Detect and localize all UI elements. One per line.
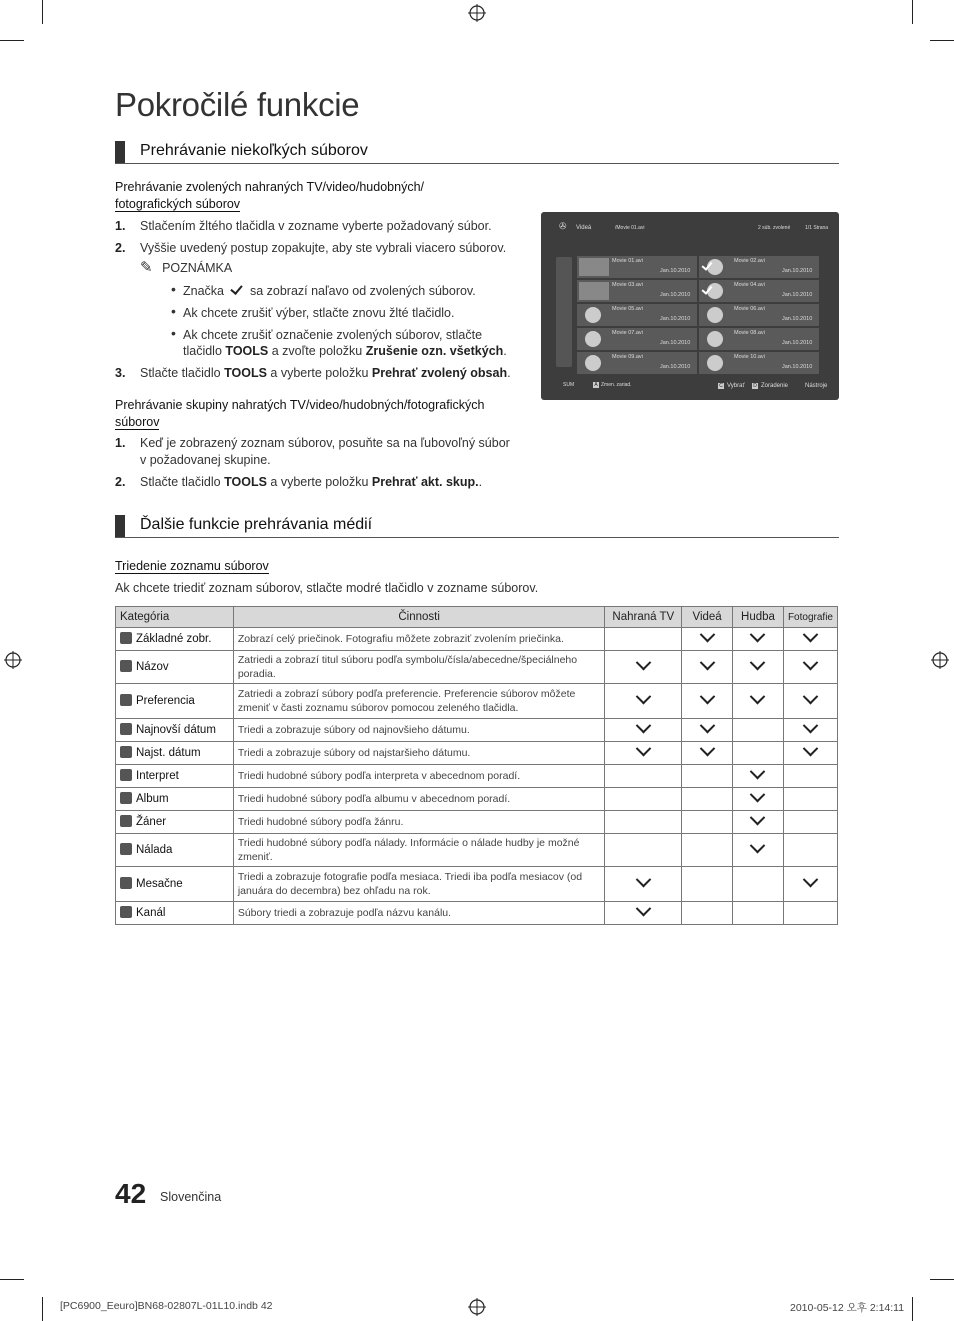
category-cell — [116, 788, 234, 811]
tv-footer-change: Zmen. zariad. — [601, 382, 632, 388]
tv-file-date: Jan.10.2010 — [660, 340, 691, 346]
table-header: Nahraná TV — [605, 607, 682, 628]
category-cell — [116, 811, 234, 834]
tv-file-item — [699, 280, 819, 302]
support-cell — [682, 867, 733, 902]
chevron-check-icon — [699, 740, 715, 756]
table-header: Hudba — [733, 607, 784, 628]
support-cell — [733, 742, 784, 765]
step — [115, 240, 515, 257]
support-cell — [783, 867, 837, 902]
support-cell — [733, 834, 784, 867]
print-timestamp: 2010-05-12 오후 2:14:11 — [790, 1302, 905, 1314]
section-bar — [115, 141, 125, 163]
category-label: Základné zobr. — [136, 633, 212, 645]
category-label: Najst. dátum — [136, 747, 201, 759]
category-label: Kanál — [136, 907, 166, 919]
chevron-check-icon — [699, 654, 715, 670]
category-icon — [120, 746, 132, 758]
chevron-check-icon — [750, 654, 766, 670]
table-row — [116, 742, 838, 765]
crop-mark — [930, 1279, 954, 1280]
support-cell — [605, 742, 682, 765]
action-cell: Triedi a zobrazuje súbory od najnovšieho dátumu. — [233, 719, 605, 742]
subheading-line: Prehrávanie skupiny nahratých TV/video/hudobných/fotografických — [115, 398, 485, 412]
tv-screenshot — [541, 212, 839, 400]
section-heading-text: Prehrávanie niekoľkých súborov — [140, 142, 368, 159]
section-heading — [115, 141, 839, 164]
tv-button-c: C — [719, 383, 723, 389]
category-label: Interpret — [136, 770, 179, 782]
checkmark-icon — [231, 282, 243, 295]
category-cell — [116, 742, 234, 765]
category-icon — [120, 815, 132, 827]
action-cell: Triedi a zobrazuje súbory od najstaršieho dátumu. — [233, 742, 605, 765]
support-cell — [783, 651, 837, 684]
step-text: Vyššie uvedený postup zopakujte, aby ste vybrali viacero súborov. — [140, 241, 507, 255]
support-cell — [682, 765, 733, 788]
section-heading-text: Ďalšie funkcie prehrávania médií — [140, 516, 373, 533]
support-cell — [605, 719, 682, 742]
category-icon — [120, 877, 132, 889]
category-label: Názov — [136, 661, 169, 673]
category-icon — [120, 632, 132, 644]
category-label: Žáner — [136, 816, 167, 828]
support-cell — [733, 867, 784, 902]
film-reel-icon — [585, 331, 601, 347]
chevron-check-icon — [803, 717, 819, 733]
subheading-line: fotografických súborov — [115, 197, 241, 211]
page-title: Pokročilé funkcie — [115, 86, 360, 123]
chevron-check-icon — [803, 626, 819, 642]
registration-mark-icon — [4, 651, 22, 669]
support-cell — [733, 902, 784, 925]
tv-file-item — [577, 328, 697, 350]
tools-keyword: TOOLS — [224, 475, 267, 489]
chevron-check-icon — [750, 809, 766, 825]
category-icon — [120, 723, 132, 735]
table-row — [116, 684, 838, 719]
tv-header-label: Videá — [576, 225, 592, 231]
category-cell — [116, 867, 234, 902]
support-cell — [605, 651, 682, 684]
action-cell: Zatriedi a zobrazí titul súboru podľa symbolu/čísla/abecedne/špeciálneho poradia. — [233, 651, 605, 684]
tv-file-date: Jan.10.2010 — [660, 364, 691, 370]
category-cell — [116, 834, 234, 867]
support-cell — [733, 788, 784, 811]
bullet-dot-icon: • — [171, 325, 176, 341]
support-cell — [733, 628, 784, 651]
tv-footer — [555, 380, 835, 392]
support-cell — [783, 628, 837, 651]
tv-file-item — [699, 328, 819, 350]
category-label: Album — [136, 793, 169, 805]
note-label: POZNÁMKA — [162, 261, 233, 275]
support-cell — [682, 788, 733, 811]
step-text: a vyberte položku — [270, 366, 369, 380]
support-cell — [682, 834, 733, 867]
tv-file-date: Jan.10.2010 — [782, 364, 813, 370]
print-file-info: [PC6900_Eeuro]BN68-02807L-01L10.indb 42 — [60, 1300, 273, 1312]
tv-button-d: D — [753, 383, 757, 389]
bullet-text: sa zobrazí naľavo od zvolených súborov. — [249, 284, 476, 298]
tv-file-name: Movie 03.avi — [612, 282, 643, 288]
action-cell: Triedi a zobrazuje fotografie podľa mesiaca. Triedi iba podľa mesiacov (od januára do decembra) bez ohľadu na rok. — [233, 867, 605, 902]
chevron-check-icon — [750, 763, 766, 779]
category-cell — [116, 719, 234, 742]
tools-keyword: TOOLS — [225, 344, 269, 358]
tv-page-indicator: 1/1 Strana — [805, 225, 829, 231]
tv-file-name: Movie 06.avi — [734, 306, 765, 312]
tv-file-item — [577, 280, 697, 302]
table-row — [116, 811, 838, 834]
step-text: Stlačením žltého tlačidla v zozname vyberte požadovaný súbor. — [140, 219, 492, 233]
menu-option: Prehrať zvolený obsah — [371, 366, 508, 380]
film-reel-icon — [585, 355, 601, 371]
support-cell — [605, 765, 682, 788]
film-reel-icon — [707, 307, 723, 323]
subheading-line: súborov — [115, 415, 160, 429]
category-cell — [116, 628, 234, 651]
category-cell — [116, 902, 234, 925]
step-text: a vyberte položku — [270, 475, 369, 489]
tv-file-item — [699, 304, 819, 326]
category-label: Preferencia — [136, 695, 195, 707]
step-number: 2. — [115, 475, 126, 489]
table-row — [116, 834, 838, 867]
support-cell — [605, 684, 682, 719]
category-cell — [116, 684, 234, 719]
tv-button-a: A — [594, 382, 598, 388]
tv-file-name: Movie 08.avi — [734, 330, 765, 336]
support-cell — [682, 684, 733, 719]
chevron-check-icon — [803, 688, 819, 704]
tv-file-name: Movie 07.avi — [612, 330, 643, 336]
category-icon — [120, 769, 132, 781]
table-header: Činnosti — [233, 607, 605, 628]
support-cell — [783, 788, 837, 811]
tv-file-item — [699, 352, 819, 374]
table-header: Kategória — [116, 607, 234, 628]
chevron-check-icon — [636, 871, 652, 887]
crop-mark — [930, 40, 954, 41]
subheading — [115, 558, 269, 575]
category-icon — [120, 660, 132, 672]
category-cell — [116, 765, 234, 788]
bullet-text: Značka — [183, 284, 224, 298]
step-number: 2. — [115, 241, 126, 255]
chevron-check-icon — [636, 717, 652, 733]
table-row — [116, 788, 838, 811]
crop-mark — [42, 1297, 43, 1321]
step: 3. Stlačte tlačidlo TOOLS a vyberte položku Prehrať zvolený obsah. — [115, 366, 511, 380]
step-text: Stlačte tlačidlo — [140, 475, 221, 489]
crop-mark — [912, 0, 913, 24]
support-cell — [783, 742, 837, 765]
section-heading — [115, 515, 839, 538]
subheading — [115, 179, 424, 213]
bullet-dot-icon: • — [171, 303, 176, 319]
crop-mark — [42, 0, 43, 24]
chevron-check-icon — [750, 786, 766, 802]
tv-header-path: /Movie 01.avi — [615, 225, 645, 231]
support-cell — [783, 765, 837, 788]
support-cell — [605, 867, 682, 902]
support-cell — [783, 811, 837, 834]
step-text: Stlačte tlačidlo — [140, 366, 221, 380]
table-header: Videá — [682, 607, 733, 628]
table-row — [116, 628, 838, 651]
note-bullet: • Ak chcete zrušiť označenie zvolených súborov, stlačte tlačidlo TOOLS a zvoľte položku Zrušenie ozn. všetkých. — [171, 325, 507, 358]
tv-file-date: Jan.10.2010 — [782, 340, 813, 346]
category-label: Najnovší dátum — [136, 724, 216, 736]
tv-file-name: Movie 05.avi — [612, 306, 643, 312]
support-cell — [733, 811, 784, 834]
step — [115, 218, 515, 235]
tv-file-date: Jan.10.2010 — [660, 268, 691, 274]
sort-table — [115, 606, 838, 925]
action-cell: Zatriedi a zobrazí súbory podľa preferencie. Preferencie súborov môžete zmeniť v časti zoznamu súborov pomocou zeleného tlačidla. — [233, 684, 605, 719]
subheading-line: Triedenie zoznamu súborov — [115, 559, 269, 573]
chevron-check-icon — [699, 626, 715, 642]
chevron-check-icon — [636, 740, 652, 756]
note-bullet — [171, 305, 531, 321]
chevron-check-icon — [750, 837, 766, 853]
tv-footer-tools: Nástroje — [805, 383, 828, 389]
page-language: Slovenčina — [160, 1190, 222, 1204]
step-number: 3. — [115, 366, 126, 380]
chevron-check-icon — [636, 900, 652, 916]
support-cell — [783, 902, 837, 925]
tv-file-date: Jan.10.2010 — [782, 292, 813, 298]
tv-footer-sort: Zoradenie — [761, 383, 789, 389]
subheading-line: Prehrávanie zvolených nahraných TV/video/hudobných/ — [115, 180, 424, 194]
tv-file-item — [577, 352, 697, 374]
chevron-check-icon — [699, 717, 715, 733]
subheading — [115, 397, 484, 431]
support-cell — [682, 651, 733, 684]
tools-keyword: TOOLS — [224, 366, 267, 380]
chevron-check-icon — [803, 871, 819, 887]
tv-file-date: Jan.10.2010 — [782, 268, 813, 274]
support-cell — [733, 719, 784, 742]
category-icon — [120, 694, 132, 706]
step-text: Keď je zobrazený zoznam súborov, posuňte sa na ľubovoľný súbor v požadovanej skupine. — [140, 436, 510, 467]
support-cell — [783, 684, 837, 719]
step — [115, 435, 515, 469]
note-pencil-icon: ✎ — [140, 259, 153, 276]
video-thumbnail — [579, 258, 609, 276]
action-cell: Triedi hudobné súbory podľa nálady. Informácie o nálade hudby je možné zmeniť. — [233, 834, 605, 867]
registration-mark-icon — [468, 1298, 486, 1316]
crop-mark — [0, 1279, 24, 1280]
support-cell — [682, 742, 733, 765]
tv-file-name: Movie 02.avi — [734, 258, 765, 264]
tv-file-date: Jan.10.2010 — [660, 292, 691, 298]
menu-option: Prehrať akt. skup. — [371, 475, 479, 489]
tv-footer-select: Vybrať — [727, 383, 745, 389]
crop-mark — [0, 40, 24, 41]
step: 2. Stlačte tlačidlo TOOLS a vyberte položku Prehrať akt. skup.. — [115, 475, 483, 489]
category-icon — [120, 792, 132, 804]
tv-file-date: Jan.10.2010 — [782, 316, 813, 322]
category-icon — [120, 906, 132, 918]
support-cell — [605, 811, 682, 834]
support-cell — [682, 628, 733, 651]
note-bullet — [171, 283, 531, 299]
tv-file-item — [577, 304, 697, 326]
chevron-check-icon — [803, 740, 819, 756]
support-cell — [682, 811, 733, 834]
film-reel-icon — [585, 307, 601, 323]
tv-selected-count: 2 súb. zvolené — [758, 225, 791, 231]
category-label: Nálada — [136, 844, 173, 856]
tv-file-name: Movie 04.avi — [734, 282, 765, 288]
tv-sidebar — [556, 257, 572, 367]
support-cell — [605, 902, 682, 925]
tv-file-item — [699, 256, 819, 278]
support-cell — [682, 902, 733, 925]
tv-file-date: Jan.10.2010 — [660, 316, 691, 322]
tv-footer-sum: SUM — [563, 382, 575, 388]
chevron-check-icon — [636, 654, 652, 670]
section-bar — [115, 515, 125, 537]
registration-mark-icon — [468, 4, 486, 22]
support-cell — [605, 628, 682, 651]
video-icon: ✇ — [559, 221, 567, 231]
support-cell — [605, 788, 682, 811]
action-cell: Triedi hudobné súbory podľa albumu v abecednom poradí. — [233, 788, 605, 811]
support-cell — [733, 765, 784, 788]
tv-file-item — [577, 256, 697, 278]
page-number: 42 — [115, 1178, 147, 1209]
action-cell: Súbory triedi a zobrazuje podľa názvu kanálu. — [233, 902, 605, 925]
category-label: Mesačne — [136, 878, 183, 890]
chevron-check-icon — [803, 654, 819, 670]
support-cell — [783, 834, 837, 867]
tv-file-name: Movie 09.avi — [612, 354, 643, 360]
category-cell — [116, 651, 234, 684]
tv-file-name: Movie 10.avi — [734, 354, 765, 360]
action-cell: Triedi hudobné súbory podľa interpreta v abecednom poradí. — [233, 765, 605, 788]
film-reel-icon — [707, 355, 723, 371]
table-row — [116, 719, 838, 742]
chevron-check-icon — [750, 688, 766, 704]
menu-option: Zrušenie ozn. všetkých — [365, 344, 504, 358]
table-row — [116, 867, 838, 902]
note — [140, 258, 232, 276]
bullet-text: a zvoľte položku — [271, 344, 363, 358]
table-header: Fotografie — [783, 607, 837, 628]
bullet-text: Ak chcete zrušiť výber, stlačte znovu žlté tlačidlo. — [183, 306, 455, 320]
film-reel-icon — [707, 331, 723, 347]
action-cell: Zobrazí celý priečinok. Fotografiu môžete zobraziť zvolením priečinka. — [233, 628, 605, 651]
tv-file-name: Movie 01.avi — [612, 258, 643, 264]
category-icon — [120, 843, 132, 855]
chevron-check-icon — [699, 688, 715, 704]
action-cell: Triedi hudobné súbory podľa žánru. — [233, 811, 605, 834]
bullet-dot-icon: • — [171, 281, 176, 297]
table-row — [116, 765, 838, 788]
crop-mark — [912, 1297, 913, 1321]
support-cell — [783, 719, 837, 742]
support-cell — [733, 651, 784, 684]
bullet-text: Ak chcete zrušiť označenie zvolených súborov, stlačte tlačidlo — [183, 328, 483, 358]
intro-text: Ak chcete triediť zoznam súborov, stlačte modré tlačidlo v zozname súborov. — [115, 581, 539, 595]
chevron-check-icon — [636, 688, 652, 704]
support-cell — [682, 719, 733, 742]
support-cell — [733, 684, 784, 719]
video-thumbnail — [579, 282, 609, 300]
table-row — [116, 651, 838, 684]
chevron-check-icon — [750, 626, 766, 642]
registration-mark-icon — [931, 651, 949, 669]
step-number: 1. — [115, 436, 126, 450]
step-number: 1. — [115, 219, 126, 233]
table-row — [116, 902, 838, 925]
support-cell — [605, 834, 682, 867]
